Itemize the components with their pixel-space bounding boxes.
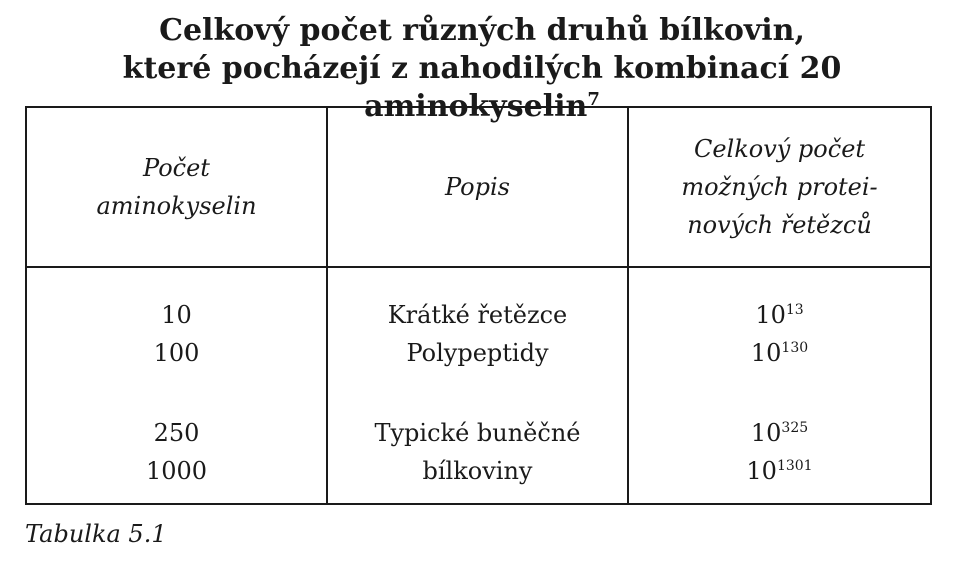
description: Polypeptidy — [406, 339, 549, 367]
chain-count — [629, 452, 930, 490]
description: Typické buněčné — [374, 419, 581, 447]
header-total-chains-line: Celkový počet — [693, 135, 866, 163]
header-amino-count — [26, 107, 327, 267]
amino-count: 10 — [161, 301, 192, 329]
power-base: 10 — [750, 419, 782, 447]
title-line-2-text: které pocházejí z nahodilých kombinací 20 aminokyselin — [122, 51, 842, 124]
description-cell — [327, 267, 628, 504]
group-short — [328, 268, 627, 372]
table-caption: Tabulka 5.1 — [25, 520, 167, 548]
chain-count — [629, 414, 930, 452]
group-cellular — [328, 372, 627, 490]
amino-count-cell — [26, 267, 327, 504]
proteins-table — [25, 106, 932, 505]
header-total-chains-line: možných protei- — [681, 173, 878, 201]
header-amino-count-line: aminokyselin — [96, 192, 257, 220]
description: Krátké řetězce — [387, 301, 568, 329]
header-amino-count-line: Počet — [143, 154, 210, 182]
header-total-chains — [628, 107, 931, 267]
power-exponent: 1301 — [776, 458, 813, 474]
power-base: 10 — [750, 339, 782, 367]
amino-count: 250 — [153, 419, 200, 447]
power-exponent: 325 — [781, 420, 809, 436]
power-base: 10 — [755, 301, 786, 329]
power-exponent: 130 — [781, 340, 809, 356]
power-base: 10 — [746, 457, 777, 485]
body-row — [26, 267, 931, 504]
chain-count — [629, 334, 930, 372]
description: bílkoviny — [422, 457, 533, 485]
power-exponent: 13 — [785, 302, 804, 318]
group-cellular — [27, 372, 326, 490]
footnote-marker: 7 — [587, 89, 600, 110]
group-short — [629, 268, 930, 372]
chain-count — [629, 296, 930, 334]
header-description-label: Popis — [445, 173, 510, 201]
group-short — [27, 268, 326, 372]
header-row — [26, 107, 931, 267]
amino-count: 1000 — [145, 457, 208, 485]
header-total-chains-line: nových řetězců — [687, 211, 872, 239]
total-chains-cell — [628, 267, 931, 504]
title-line-1: Celkový počet různých druhů bílkovin, — [159, 13, 805, 48]
amino-count: 100 — [153, 339, 200, 367]
group-cellular — [629, 372, 930, 490]
header-description — [327, 107, 628, 267]
